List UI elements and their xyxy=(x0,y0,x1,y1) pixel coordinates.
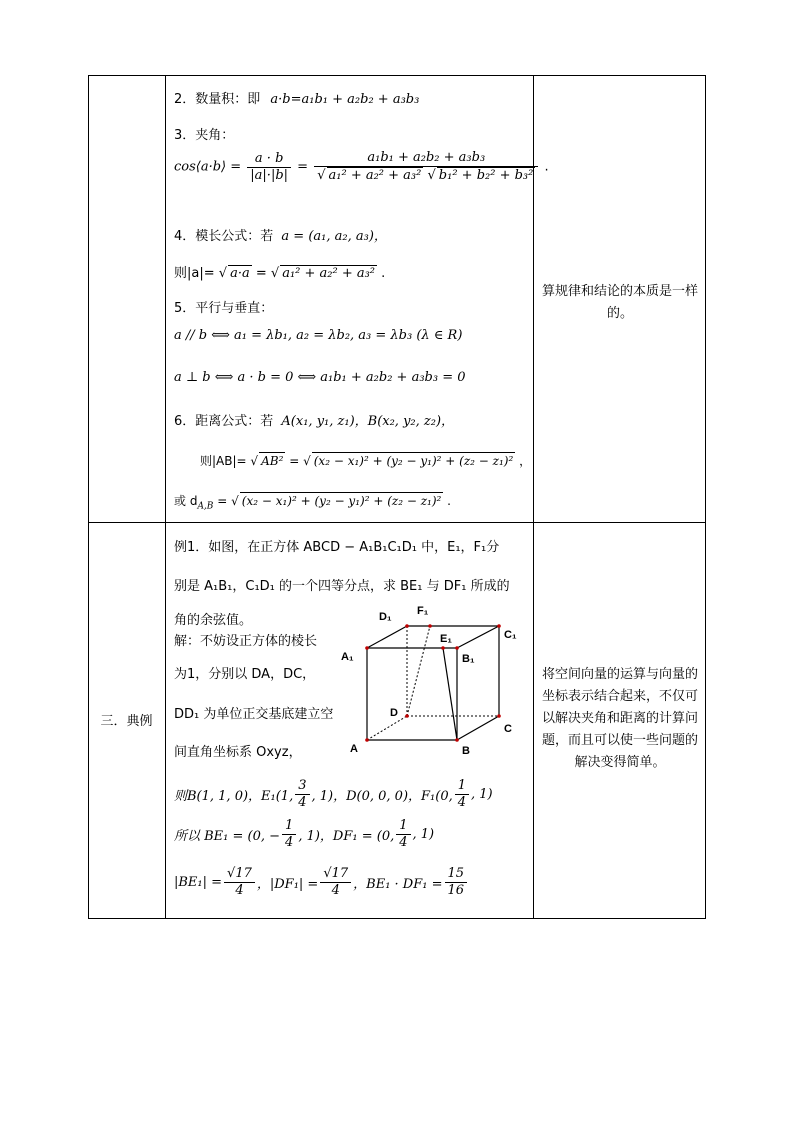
label-D1: D₁ xyxy=(379,611,392,623)
example-line-3: 角的余弦值。 xyxy=(174,613,253,628)
sqrt-icon: √ xyxy=(317,168,326,183)
distance-l3-eq: = xyxy=(213,494,228,508)
modulus-l2-eq: = xyxy=(255,266,267,281)
sqrt-icon: √ xyxy=(231,494,239,508)
vertex-C xyxy=(497,714,501,718)
angle-frac2-den-b: b₁² + b₂² + b₃² xyxy=(438,168,534,183)
l10-f1-den: 4 xyxy=(235,883,244,898)
l10-c: ，BE₁ · DF₁ = xyxy=(353,877,443,892)
example-line-4: 解：不妨设正方体的棱长 xyxy=(174,634,318,649)
example-line-7: 间直角坐标系 Oxyz， xyxy=(174,745,302,760)
angle-frac2-num: a₁b₁ + a₂b₂ + a₃b₃ xyxy=(314,150,538,167)
table-left-border xyxy=(88,75,89,919)
angle-fraction-1 xyxy=(247,151,291,184)
label-F1: F₁ xyxy=(417,605,429,617)
l9-f1-num: 1 xyxy=(282,818,296,835)
modulus-label: 4．模长公式：若 xyxy=(174,229,274,244)
l10-frac-2 xyxy=(320,866,351,899)
l10-a: |BE₁| = xyxy=(174,875,223,890)
example-line-6: DD₁ 为单位正交基底建立空 xyxy=(174,707,334,722)
table-bottom-border xyxy=(88,918,706,919)
l8-frac-1 xyxy=(295,778,309,811)
parallel-perp-label: 5．平行与垂直： xyxy=(174,301,274,316)
l8-c: , 1) xyxy=(471,787,493,802)
l9-a: 所以 BE₁ = (0, − xyxy=(174,829,281,844)
l10-f2-den: 4 xyxy=(331,883,340,898)
l9-f2-num: 1 xyxy=(396,818,410,835)
l10-f3-num: 15 xyxy=(445,866,468,883)
sqrt-icon: √ xyxy=(270,266,280,281)
table-col-divider-2 xyxy=(533,75,534,919)
modulus-l2-a: a·a xyxy=(230,266,250,281)
vertex-C1 xyxy=(497,624,501,628)
table-top-border xyxy=(88,75,706,76)
modulus-l2-end: . xyxy=(381,266,386,281)
angle-label: 3．夹角： xyxy=(174,128,235,143)
vertex-B1 xyxy=(455,646,459,650)
angle-formula xyxy=(174,150,549,184)
label-B1: B₁ xyxy=(462,653,475,665)
l8-f1-den: 4 xyxy=(298,795,307,810)
vertex-D xyxy=(405,714,409,718)
example-line-9 xyxy=(174,818,434,851)
vertex-D1 xyxy=(405,624,409,628)
cube-figure xyxy=(335,600,525,760)
sqrt-icon: √ xyxy=(427,168,436,183)
l8-f2-num: 1 xyxy=(455,778,469,795)
distance-l3-end: . xyxy=(447,494,451,508)
table-right-border xyxy=(705,75,706,919)
l8-frac-2 xyxy=(455,778,469,811)
example-line-2: 别是 A₁B₁，C₁D₁ 的一个四等分点，求 BE₁ 与 DF₁ 所成的 xyxy=(174,579,510,594)
table-col-divider-1 xyxy=(165,75,166,919)
distance-l3-sub: A,B xyxy=(197,501,214,512)
modulus-l2-b: a₁² + a₂² + a₃² xyxy=(282,266,376,281)
example-line-10 xyxy=(174,866,469,899)
l8-b: , 1)，D(0, 0, 0)，F₁(0, xyxy=(311,789,453,804)
section-label: 三．典例 xyxy=(100,714,153,729)
example-line-5: 为1，分别以 DA，DC， xyxy=(174,667,316,682)
label-E1: E₁ xyxy=(440,633,452,645)
perpendicular-formula: a ⊥ b ⟺ a · b = 0 ⟺ a₁b₁ + a₂b₂ + a₃b₃ = 0 xyxy=(174,370,466,385)
dot-product-formula: a·b=a₁b₁ + a₂b₂ + a₃b₃ xyxy=(270,92,420,107)
vertex-A1 xyxy=(365,646,369,650)
l10-f2-num: √17 xyxy=(320,866,351,883)
distance-l2-prefix: 则|AB|= xyxy=(200,454,247,468)
sqrt-icon: √ xyxy=(303,454,311,468)
modulus-l2-prefix: 则|a|= xyxy=(174,266,215,281)
l9-f1-den: 4 xyxy=(285,835,294,850)
modulus-line-2 xyxy=(174,262,385,282)
point-F1 xyxy=(428,624,432,628)
angle-fraction-2 xyxy=(314,150,538,184)
label-B: B xyxy=(462,745,470,757)
formula-note: 算规律和结论的本质是一样的。 xyxy=(541,284,698,321)
l10-f1-num: √17 xyxy=(224,866,255,883)
l10-frac-3 xyxy=(445,866,468,899)
distance-l3-prefix: 或 d xyxy=(174,494,198,508)
segment-D-F1-hidden xyxy=(407,626,430,716)
example-note: 将空间向量的运算与向量的坐标表示结合起来，不仅可以解决夹角和距离的计算问题，而且可以使一些问题的解决变得简单。 xyxy=(541,667,698,770)
distance-l3-b: (x₂ − x₁)² + (y₂ − y₁)² + (z₂ − z₁)² xyxy=(241,494,442,508)
sqrt-icon: √ xyxy=(218,266,228,281)
l10-frac-1 xyxy=(224,866,255,899)
l9-f2-den: 4 xyxy=(399,835,408,850)
distance-l2-eq: = xyxy=(289,454,300,468)
angle-end: . xyxy=(544,159,549,175)
l9-frac-1 xyxy=(282,818,296,851)
edge-A1-D1 xyxy=(367,626,407,648)
vertex-B xyxy=(455,738,459,742)
segment-B-E1 xyxy=(443,648,457,740)
label-C1: C₁ xyxy=(504,629,517,641)
angle-frac1-den: |a|·|b| xyxy=(250,167,289,183)
parallel-formula: a // b ⟺ a₁ = λb₁, a₂ = λb₂, a₃ = λb₃ (λ ∈ R) xyxy=(174,328,463,343)
angle-frac2-den xyxy=(314,167,538,184)
distance-line xyxy=(174,410,454,429)
l10-b: ，|DF₁| = xyxy=(256,877,319,892)
l9-c: , 1) xyxy=(412,827,435,842)
distance-line-3 xyxy=(174,492,451,511)
dot-product-label: 2．数量积：即 xyxy=(174,92,261,107)
angle-lhs: cos⟨a·b⟩ = xyxy=(174,159,242,175)
modulus-formula: a = (a₁, a₂, a₃)， xyxy=(281,229,387,244)
modulus-line xyxy=(174,225,387,244)
distance-label: 6．距离公式：若 xyxy=(174,414,274,429)
distance-line-2 xyxy=(200,452,531,469)
label-A: A xyxy=(350,743,358,755)
distance-l2-a: AB² xyxy=(261,454,284,468)
label-D: D xyxy=(390,707,398,719)
sqrt-icon: √ xyxy=(250,454,259,468)
vertex-A xyxy=(365,738,369,742)
l8-f1-num: 3 xyxy=(295,778,309,795)
l10-f3-den: 16 xyxy=(447,883,465,898)
dot-product-line xyxy=(174,88,419,107)
angle-frac2-den-a: a₁² + a₂² + a₃² xyxy=(328,168,422,183)
distance-l2-end: ， xyxy=(519,454,532,468)
distance-points: A(x₁, y₁, z₁)，B(x₂, y₂, z₂)， xyxy=(281,414,455,429)
label-C: C xyxy=(504,723,512,735)
edge-B-C xyxy=(457,716,499,740)
example-line-8 xyxy=(174,778,493,811)
l8-a: 则B(1, 1, 0)，E₁(1, xyxy=(174,789,294,804)
example-line-1: 例1．如图，在正方体 ABCD − A₁B₁C₁D₁ 中，E₁，F₁分 xyxy=(174,540,500,555)
distance-l2-b: (x₂ − x₁)² + (y₂ − y₁)² + (z₂ − z₁)² xyxy=(313,454,514,468)
edge-B1-C1 xyxy=(457,626,499,648)
label-A1: A₁ xyxy=(341,651,354,663)
angle-frac1-num: a · b xyxy=(247,151,291,168)
angle-equals: = xyxy=(297,159,309,175)
l9-frac-2 xyxy=(396,818,410,851)
l9-b: , 1)，DF₁ = (0, xyxy=(298,829,395,844)
table-row-divider xyxy=(88,522,706,523)
point-E1 xyxy=(441,646,445,650)
l8-f2-den: 4 xyxy=(457,795,467,810)
edge-A-D-hidden xyxy=(367,716,407,740)
